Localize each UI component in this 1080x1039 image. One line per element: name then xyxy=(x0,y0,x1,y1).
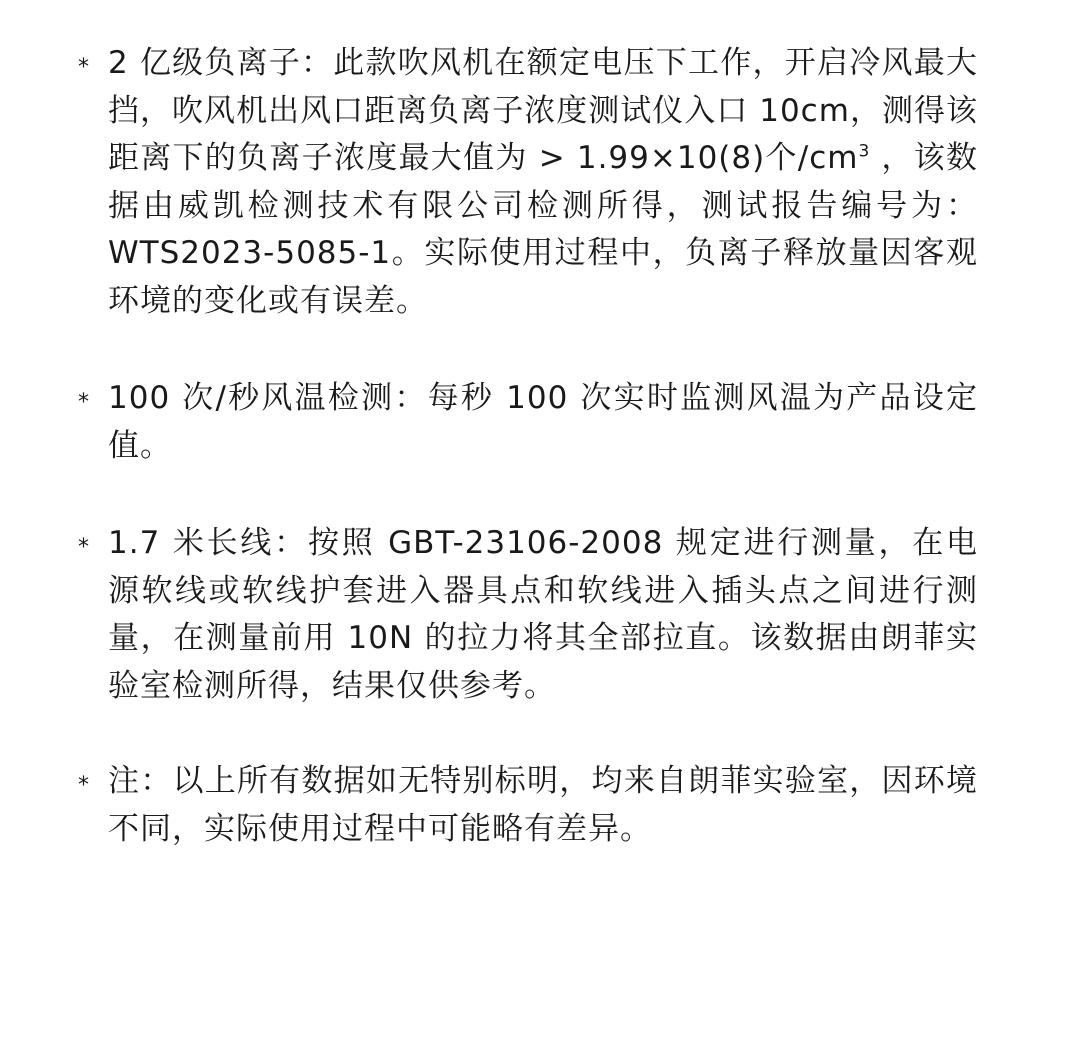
footnote-cable-length xyxy=(78,520,978,710)
footnote-negative-ion xyxy=(78,40,978,325)
footnote-text: 1.7 米长线：按照 GBT-23106-2008 规定进行测量，在电源软线或软线护套进入器具点和软线进入插头点之间进行测量，在测量前用 10N 的拉力将其全部拉直。该数据由朗菲实验室检测所得，结果仅供参考。 xyxy=(108,525,978,704)
footnote-text: 注：以上所有数据如无特别标明，均来自朗菲实验室，因环境不同，实际使用过程中可能略有差异。 xyxy=(108,763,978,847)
bullet-asterisk-icon xyxy=(78,40,100,88)
footnote-text-part: ，该数据由威凯检测技术有限公司检测所得，测试报告编号为：WTS2023-5085-1。实际使用过程中，负离子释放量因客观环境的变化或有误差。 xyxy=(108,140,978,319)
footnote-text-part: 2 亿级负离子：此款吹风机在额定电压下工作，开启冷风最大挡，吹风机出风口距离负离子浓度测试仪入口 10cm，测得该距离下的负离子浓度最大值为 > 1.99×10(8)个/cm xyxy=(108,45,978,176)
bullet-asterisk-icon xyxy=(78,375,100,423)
bullet-asterisk-icon xyxy=(78,520,100,568)
superscript-cube: 3 xyxy=(858,141,871,162)
footnotes xyxy=(78,40,978,853)
bullet-asterisk-icon xyxy=(78,758,100,806)
footnote-text: 100 次/秒风温检测：每秒 100 次实时监测风温为产品设定值。 xyxy=(108,380,978,464)
footnote-temperature-detection xyxy=(78,375,978,470)
footnote-text xyxy=(108,45,978,319)
footnote-general-disclaimer xyxy=(78,758,978,853)
